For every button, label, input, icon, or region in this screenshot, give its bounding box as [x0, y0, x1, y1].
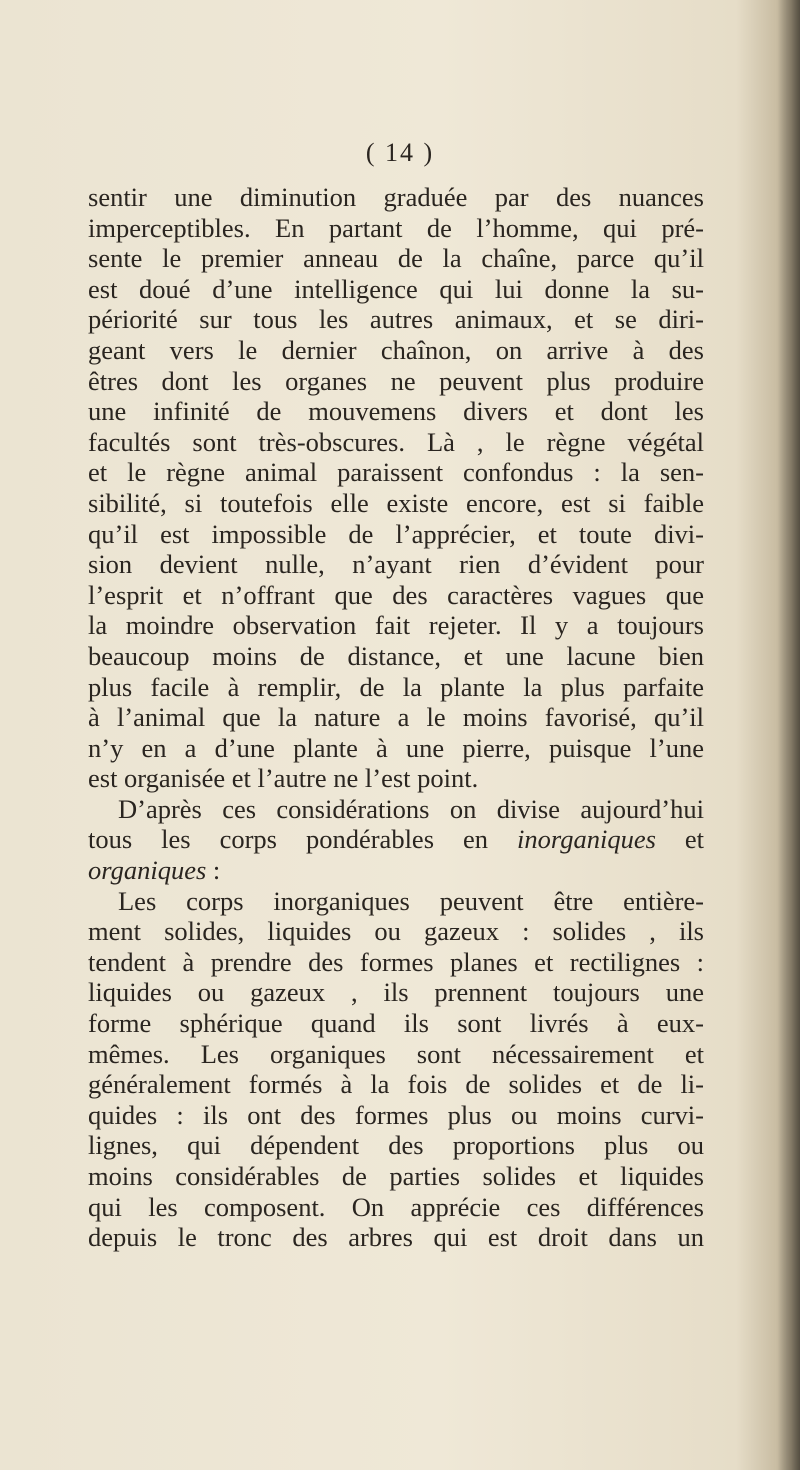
line-text: liquides ou gazeux , ils prennent toujours une [88, 977, 704, 1008]
text-line [88, 1161, 704, 1192]
line-text: n’y en a d’une plante à une pierre, puisque l’une [88, 732, 704, 763]
text-line [88, 213, 704, 244]
text-line [88, 519, 704, 550]
text-line [88, 610, 704, 641]
text-line [88, 702, 704, 733]
line-text: qu’il est impossible de l’apprécier, et toute divi- [88, 518, 704, 549]
text-line [88, 427, 704, 458]
text-line [88, 182, 704, 213]
text-line [88, 977, 704, 1008]
text-line [88, 488, 704, 519]
line-text: depuis le tronc des arbres qui est droit dans un [88, 1222, 704, 1253]
line-text: moins considérables de parties solides et liquides [88, 1161, 704, 1191]
text-line [88, 366, 704, 397]
text-line [88, 733, 704, 764]
line-text: est organisée et l’autre ne l’est point. [88, 763, 479, 794]
text-line [88, 824, 704, 855]
text-line [88, 1192, 704, 1223]
text-line [88, 855, 704, 886]
text-line [88, 1130, 704, 1161]
text-line [88, 304, 704, 335]
italic-term: organiques [88, 855, 207, 886]
line-text: sion devient nulle, n’ayant rien d’évident pour [88, 549, 704, 580]
line-text: forme sphérique quand ils sont livrés à eux- [88, 1008, 704, 1039]
text-line [88, 1039, 704, 1070]
text-line [88, 580, 704, 611]
line-text: qui les composent. On apprécie ces différences [88, 1191, 704, 1222]
line-text: une infinité de mouvemens divers et dont les [88, 396, 704, 427]
text-line [88, 1222, 704, 1253]
text-line [88, 335, 704, 366]
line-text: Les corps inorganiques peuvent être entière- [118, 885, 704, 916]
line-text: l’esprit et n’offrant que des caractères vagues que [88, 579, 704, 610]
line-tail: : [206, 855, 221, 886]
line-text: tendent à prendre des formes planes et rectilignes : [88, 946, 704, 977]
line-text: généralement formés à la fois de solides et de li- [88, 1069, 704, 1100]
text-line [88, 794, 704, 825]
text-line [88, 1008, 704, 1039]
line-text: mêmes. Les organiques sont nécessairement et [88, 1038, 704, 1069]
text-line [88, 274, 704, 305]
line-text: plus facile à remplir, de la plante la plus parfaite [88, 671, 704, 702]
line-text: êtres dont les organes ne peuvent plus produire [88, 365, 704, 396]
text-line [88, 396, 704, 427]
line-text: sente le premier anneau de la chaîne, parce qu’il [88, 243, 704, 274]
line-tail: et [684, 824, 705, 855]
text-line [88, 457, 704, 488]
text-line [88, 886, 704, 917]
line-text: périorité sur tous les autres animaux, et se diri- [88, 304, 704, 335]
text-line [88, 641, 704, 672]
text-line [88, 1069, 704, 1100]
line-text: est doué d’une intelligence qui lui donne la su- [88, 273, 704, 304]
line-text: et le règne animal paraissent confondus : la sen- [88, 457, 704, 488]
page-edge-shadow [778, 0, 800, 1470]
page-number: ( 14 ) [365, 138, 435, 167]
line-text: à l’animal que la nature a le moins favorisé, qu’il [88, 702, 704, 733]
body-text [88, 182, 704, 1253]
text-line [88, 549, 704, 580]
text-line [88, 672, 704, 703]
line-text: geant vers le dernier chaînon, on arrive à des [88, 334, 704, 365]
line-text: lignes, qui dépendent des proportions plus ou [88, 1130, 704, 1161]
italic-term: inorganiques [517, 824, 656, 855]
text-line [88, 1100, 704, 1131]
line-text: quides : ils ont des formes plus ou moins curvi- [88, 1099, 704, 1130]
line-text: sibilité, si toutefois elle existe encore, est si faible [88, 487, 704, 518]
text-line [88, 243, 704, 274]
line-text: beaucoup moins de distance, et une lacune bien [88, 640, 704, 671]
line-text: la moindre observation fait rejeter. Il y a toujours [88, 610, 704, 641]
text-line [88, 763, 704, 794]
line-text: sentir une diminution graduée par des nuances [88, 182, 704, 212]
text-line [88, 947, 704, 978]
text-line [88, 916, 704, 947]
line-text: imperceptibles. En partant de l’homme, qui pré- [88, 212, 704, 243]
line-text: D’après ces considérations on divise aujourd’hui [118, 793, 704, 824]
line-text: ment solides, liquides ou gazeux : solides , ils [88, 916, 704, 947]
line-text: tous les corps pondérables en [88, 824, 489, 855]
line-text: facultés sont très-obscures. Là , le règne végétal [88, 426, 704, 457]
